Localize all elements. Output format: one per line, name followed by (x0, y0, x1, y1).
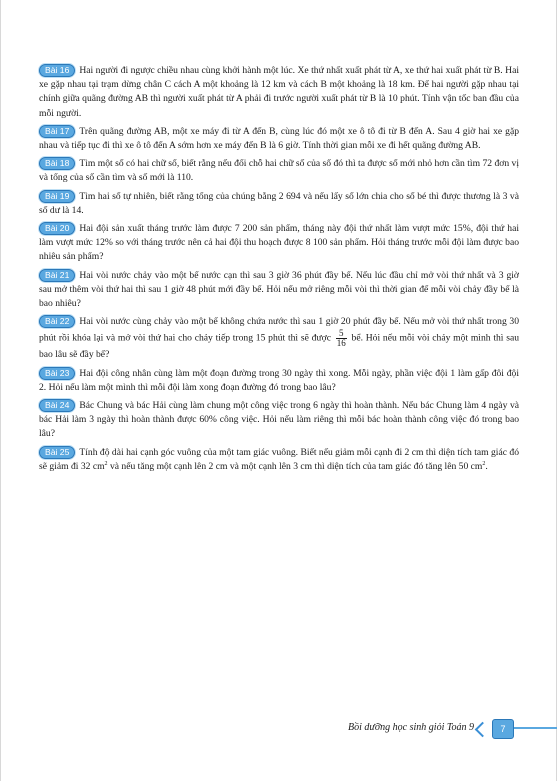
problem-text-part-a: Hai vòi nước cùng chảy vào một bể không chứa nước thì sau 1 giờ 20 phút đầy bể. Nếu mở vòi thứ nhất trong 30 phút rồi khóa lại và mở vòi thứ hai cho chảy tiếp trong 15 phút thì sẽ được (39, 316, 519, 345)
problem-text-part-a: Tính độ dài hai cạnh góc vuông của một tam giác vuông. Biết nếu giảm mỗi cạnh đi 2 cm thì diện tích tam giác đó sẽ giảm đi 32 cm (39, 446, 519, 472)
problem-badge: Bài 18 (39, 157, 75, 170)
problem-text-part-b: bể. Hỏi nếu mỗi vòi chảy một mình thì sau bao lâu sẽ đầy bể? (39, 333, 520, 361)
problem-24 (39, 399, 519, 442)
book-title: Bồi dưỡng học sinh giỏi Toán 9 (348, 722, 474, 733)
problem-21 (39, 269, 519, 312)
problem-25 (39, 446, 519, 474)
problem-text-part-b: và nếu tăng một cạnh lên 2 cm và một cạnh lên 3 cm thì diện tích của tam giác đó tăng lên 50 cm (107, 460, 483, 472)
problem-badge: Bài 22 (39, 315, 75, 328)
fraction (336, 329, 347, 348)
problem-text: Tìm một số có hai chữ số, biết rằng nếu đổi chỗ hai chữ số của số đó thì ta được số mới nhỏ hơn cần tìm 72 đơn vị và tổng của số cần tìm và số mới là 110. (39, 158, 519, 184)
fraction-numerator: 5 (336, 329, 347, 339)
problem-text: Hai người đi ngược chiều nhau cùng khởi hành một lúc. Xe thứ nhất xuất phát từ A, xe thứ hai xuất phát từ B. Hai xe gặp nhau tại trạm dừng chân C cách A một khoảng là 12 km và cách B một khoảng là 18 km. Để hai người gặp nhau tại chính giữa quãng đường AB thì người xuất phát từ A phải đi trước người xuất phát từ B là 10 phút. Tính vận tốc ban đầu của mỗi người. (39, 65, 519, 119)
problem-text: Bác Chung và bác Hải cùng làm chung một công việc trong 6 ngày thì hoàn thành. Nếu bác Chung làm 4 ngày và bác Hải làm 3 ngày thì hoàn thành được 60% công việc. Hỏi nếu làm riêng thì mỗi bác hoàn thành công việc đó trong bao lâu? (39, 400, 519, 440)
problem-badge: Bài 19 (39, 190, 75, 203)
superscript: 2 (482, 460, 486, 467)
problem-text: Tìm hai số tự nhiên, biết rằng tổng của chúng bằng 2 694 và nếu lấy số lớn chia cho số bé thì được thương là 3 và số dư là 14. (39, 190, 519, 216)
problem-badge: Bài 21 (39, 269, 75, 282)
page-number: 7 (492, 719, 514, 739)
problem-badge: Bài 20 (39, 222, 75, 235)
problem-16 (39, 64, 519, 121)
problem-text: Hai đội công nhân cùng làm một đoạn đường trong 30 ngày thì xong. Mỗi ngày, phần việc đội 1 làm gấp đôi đội 2. Hỏi nếu làm một mình thì mỗi đội làm xong đoạn đường đó trong bao lâu? (39, 367, 519, 393)
problem-20 (39, 222, 519, 265)
problem-badge: Bài 25 (39, 446, 75, 459)
problem-text: Trên quãng đường AB, một xe máy đi từ A đến B, cùng lúc đó một xe ô tô đi từ B đến A. Sau 4 giờ hai xe gặp nhau và tiếp tục đi thì xe ô tô đến A sớm hơn xe máy đến B là 6 giờ. Tính thời gian mỗi xe đi hết quãng đường AB. (39, 125, 519, 152)
problem-badge: Bài 23 (39, 367, 75, 380)
problem-19 (39, 190, 519, 218)
problem-badge: Bài 16 (39, 64, 75, 77)
problem-badge: Bài 24 (39, 399, 75, 412)
page-footer (1, 718, 557, 742)
problem-text: Hai đội sản xuất tháng trước làm được 7 200 sản phẩm, tháng này đội thứ nhất làm vượt mức 15%, đội thứ hai làm vượt mức 12% so với tháng trước nên cả hai đội thu hoạch được 8 100 sản phẩm. Hỏi tháng trước mỗi đội làm được bao nhiêu sản phẩm? (39, 223, 519, 263)
problem-18 (39, 157, 519, 185)
problem-text-part-c: . (485, 460, 488, 472)
problem-22 (39, 315, 519, 362)
problem-list (39, 64, 519, 478)
fraction-denominator: 16 (336, 338, 346, 349)
problem-23 (39, 367, 519, 395)
footer-divider (514, 727, 557, 729)
chevron-left-icon (475, 722, 491, 738)
superscript: 2 (104, 460, 108, 467)
problem-17 (39, 125, 519, 153)
problem-text: Hai vòi nước chảy vào một bể nước cạn thì sau 3 giờ 36 phút đầy bể. Nếu lúc đầu chỉ mở vòi thứ nhất và 3 giờ sau mở thêm vòi thứ hai thì sau 1 giờ 48 phút mới đầy bể. Hỏi nếu mở riêng mỗi vòi thì thời gian để mỗi vòi chảy đầy bể là bao nhiêu? (39, 269, 519, 310)
problem-badge: Bài 17 (39, 125, 75, 138)
